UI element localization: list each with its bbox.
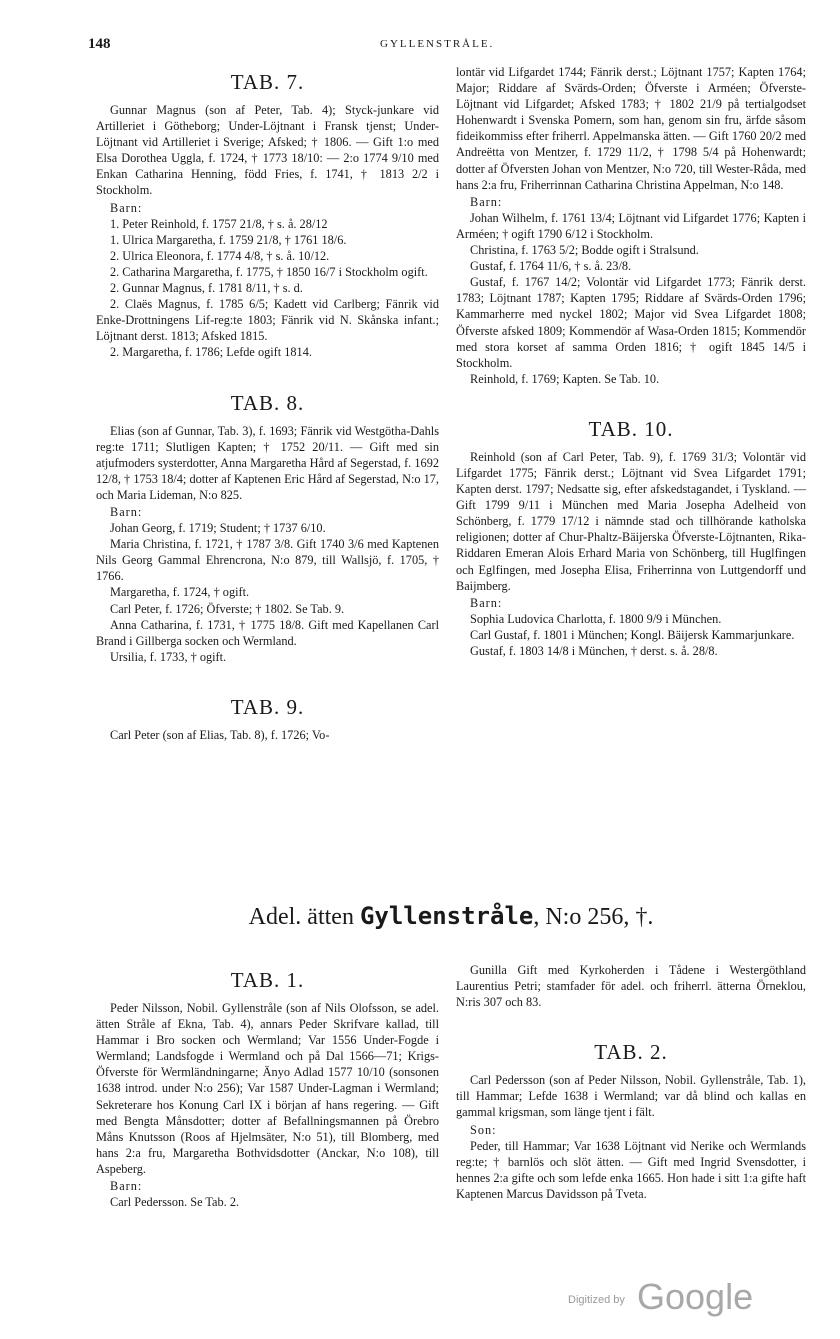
tab-8-child: Ursilia, f. 1733, † ogift. xyxy=(110,649,227,664)
tab-9-barn-label: Barn: xyxy=(470,194,503,209)
tab-7-heading: TAB. 7. xyxy=(230,70,305,94)
section-family-name: Gyllenstråle xyxy=(359,902,534,930)
tab-7-child: 1. Ulrica Margaretha, f. 1759 21/8, † 1761 18/6. xyxy=(110,232,347,247)
tab-9-heading: TAB. 9. xyxy=(230,694,305,719)
section-prefix: Adel. ätten xyxy=(248,904,354,930)
tab-2-heading: TAB. 2. xyxy=(594,1040,668,1065)
tab-8-child: Maria Christina, f. 1721, † 1787 3/8. Gift 1740 3/6 med Kaptenen Nils Georg Gammal Ehrencrona, N:o 879, till Wallsjö, f. 1705, † 1766. xyxy=(96,537,439,584)
tab-7-child: 2. Gunnar Magnus, f. 1781 8/11, † s. d. xyxy=(110,281,303,296)
tab-8-heading: TAB. 8. xyxy=(230,390,305,415)
column-upper-left xyxy=(96,64,439,743)
tab-9-intro-continued: lontär vid Lifgardet 1744; Fänrik derst.; Löjtnant 1757; Kapten 1764; Major; Riddare af Svärds-Orden; Öfverste i Arméen; Öfverste-Löjtnant vid Lifgardet; Afsked 1783; † 1802 21/9 på tertialgodset Hohenwardt i Svenska Pomern, som han, genom sin fru, ärfde såsom fideikommiss efter friherrl. Appelmanska ätten. — Gift 1760 20/2 med Andreëtta von Mentzer, f. 1729 11/2, † 1798 5/4 på Hohenwardt; dotter af Öfversten Johan von Mentzer, N:o 720, till Wester-Råda, med hans 2:a fru, Friherrinnan Catharina Christina Appelman, N:o 148. xyxy=(456,65,806,192)
tab-10-child: Carl Gustaf, f. 1801 i München; Kongl. Bäijersk Kammarjunkare. xyxy=(470,627,795,642)
tab-9-child: Reinhold, f. 1769; Kapten. Se Tab. 10. xyxy=(470,371,660,386)
tab-1-heading: TAB. 1. xyxy=(230,968,305,992)
tab-10-heading: TAB. 10. xyxy=(588,416,674,441)
column-lower-right xyxy=(456,962,806,1202)
tab-7-child: 2. Ulrica Eleonora, f. 1774 4/8, † s. å. 10/12. xyxy=(110,248,330,263)
tab-7-intro: Gunnar Magnus (son af Peter, Tab. 4); Styck-junkare vid Artilleriet i Götheborg; Under-Löjtnant i Fransk tjenst; Under-Löjtnant vid Artilleriet i Sverige; Afsked; † 1806. — Gift 1:o med Elsa Dorothea Uggla, f. 1724, † 1773 18/10: — 2:o 1774 9/10 med Enkan Catharina Henning, född Fries, f. 1741, † 1813 2/2 i Stockholm. xyxy=(96,103,439,198)
tab-7-child: 2. Margaretha, f. 1786; Lefde ogift 1814. xyxy=(110,345,312,360)
tab-9-child: Christina, f. 1763 5/2; Bodde ogift i Stralsund. xyxy=(470,243,699,258)
tab-8-child: Margaretha, f. 1724, † ogift. xyxy=(110,585,250,600)
google-logo: Google xyxy=(637,1276,754,1317)
tab-7-child: 1. Peter Reinhold, f. 1757 21/8, † s. å. 28/12 xyxy=(110,216,328,231)
tab-2-child: Peder, till Hammar; Var 1638 Löjtnant vid Nerike och Wermlands reg:te; † barnlös och slöt ätten. — Gift med Ingrid Svensdotter, i hennes 2:a gifte och som lefde enka 1665. Hon hade i sitt 1:a gifte haft Kaptenen Marcus Davidsson på Tveta. xyxy=(456,1138,806,1201)
tab-2-intro: Carl Pedersson (son af Peder Nilsson, Nobil. Gyllenstråle, Tab. 1), till Hammar; Lefde 1638 i Wermland; var då blind och kallas en gammal krigsman, som länge tjent i fält. xyxy=(456,1073,806,1120)
digitized-by-text: Digitized by xyxy=(568,1294,625,1306)
tab-9-child: Gustaf, f. 1767 14/2; Volontär vid Lifgardet 1773; Fänrik derst. 1783; Löjtnant 1787; Kapten 1795; Riddare af Svärds-Orden 1796; Kammarherre med nyckel 1802; Major vid Svea Lifgardet 1808; Öfverste afsked 1809; Kommendör af Wasa-Orden 1815; Kommendör med stora korset af samma Orden 1816; † ogift 1845 14/5 i Stockholm. xyxy=(456,275,806,370)
tab-7-barn-label: Barn: xyxy=(110,200,143,215)
tab-2-son-label: Son: xyxy=(470,1122,497,1137)
column-upper-right xyxy=(456,64,806,659)
tab-7-child: 2. Catharina Margaretha, f. 1775, † 1850 16/7 i Stockholm ogift. xyxy=(110,264,428,279)
tab-8-child: Anna Catharina, f. 1731, † 1775 18/8. Gift med Kapellanen Carl Brand i Gillberga socken och Wermland. xyxy=(96,617,439,648)
tab-8-intro: Elias (son af Gunnar, Tab. 3), f. 1693; Fänrik vid Westgötha-Dahls reg:te 1711; Slutligen Kapten; † 1752 20/11. — Gift med sin atjufmoders systerdotter, Anna Margaretha Hård af Segerstad, f. 1692 12/8, † 1753 18/4; dotter af Kaptenen Eric Hård af Segerstad, N:o 17, och Maria Lideman, N:o 825. xyxy=(96,423,439,502)
tab-9-child: Gustaf, f. 1764 11/6, † s. å. 23/8. xyxy=(470,259,632,274)
tab-10-child: Gustaf, f. 1803 14/8 i München, † derst. s. å. 28/8. xyxy=(470,644,718,658)
page-number: 148 xyxy=(88,36,111,52)
tab-8-child: Carl Peter, f. 1726; Öfverste; † 1802. Se Tab. 9. xyxy=(110,601,345,616)
tab-10-barn-label: Barn: xyxy=(470,595,503,610)
tab-1-continued: Gunilla Gift med Kyrkoherden i Tådene i Westergöthland Laurentius Petri; stamfader för adel. och friherrl. ätterna Örneklou, N:ris 307 och 83. xyxy=(456,963,806,1010)
family-section-heading xyxy=(96,900,806,933)
tab-10-child: Sophia Ludovica Charlotta, f. 1800 9/9 i München. xyxy=(470,611,722,626)
section-suffix: , N:o 256, †. xyxy=(533,904,654,930)
column-lower-left xyxy=(96,962,439,1210)
tab-10-intro: Reinhold (son af Carl Peter, Tab. 9), f. 1769 31/3; Volontär vid Lifgardet 1775; Fänrik derst.; Löjtnant vid Svea Lifgardet 1791; Kapten derst. 1797; Nedsatte sig, efter afskedstagandet, i Tyskland. — Gift 1799 9/11 i München med Maria Josepha Adelheid von Schönberg, f. 1779 17/12 i nämnde stad och tillhörande katholska religionen; dotter af Chur-Phaltz-Bäijerska Öfverste-Löjtnanten, Rika-Riddaren Emeran Alois Erhard Maria von Schönberg, till Huglfingen och Eglfingen, med Josepha Elisa, Friherrinna von Luttgendorff und Baijmberg. xyxy=(456,449,806,593)
running-title: GYLLENSTRÅLE. xyxy=(380,38,495,50)
tab-1-barn-label: Barn: xyxy=(110,1179,143,1194)
tab-1-intro: Peder Nilsson, Nobil. Gyllenstråle (son af Nils Olofsson, se adel. ätten Stråle af Ekna, Tab. 4), annars Peder Skrifvare kallad, till Hammar i Bro socken och Wermland; Var 1556 Under-Fogde i Wermland; Landsfogde i Wermland och på Dal 1566—71; Krigs-Öfverste för Wermländningarne; Änyo Adlad 1577 10/10 (sonsonen 1638 introd. under N:o 256); Var 1587 Under-Lagman i Wermland; Sekreterare hos Konung Carl IX i början af hans regering. — Gift med Bengta Månsdotter; dotter af Befallningsmannen på Örebro Måns Knutsson (Roos af Hjelmsäter, N:o 51), till Blomberg, med hans 2:a fru, Margaretha Bothvidsdotter (Anckar, N:o 108), till Aspeberg. xyxy=(96,1001,439,1176)
tab-7-child: 2. Claës Magnus, f. 1785 6/5; Kadett vid Carlberg; Fänrik vid Enke-Drottningens Lif-reg:te 1803; Fänrik vid N. Skånska infant.; Löjtnant derst. 1813; Afsked 1815. xyxy=(96,297,439,344)
tab-9-intro-start: Carl Peter (son af Elias, Tab. 8), f. 1726; Vo- xyxy=(110,727,330,742)
tab-9-child: Johan Wilhelm, f. 1761 13/4; Löjtnant vid Lifgardet 1776; Kapten i Arméen; † ogift 1790 6/12 i Stockholm. xyxy=(456,210,806,241)
tab-1-child: Carl Pedersson. Se Tab. 2. xyxy=(110,1195,240,1210)
tab-8-child: Johan Georg, f. 1719; Student; † 1737 6/10. xyxy=(110,521,326,536)
tab-8-barn-label: Barn: xyxy=(110,504,143,519)
